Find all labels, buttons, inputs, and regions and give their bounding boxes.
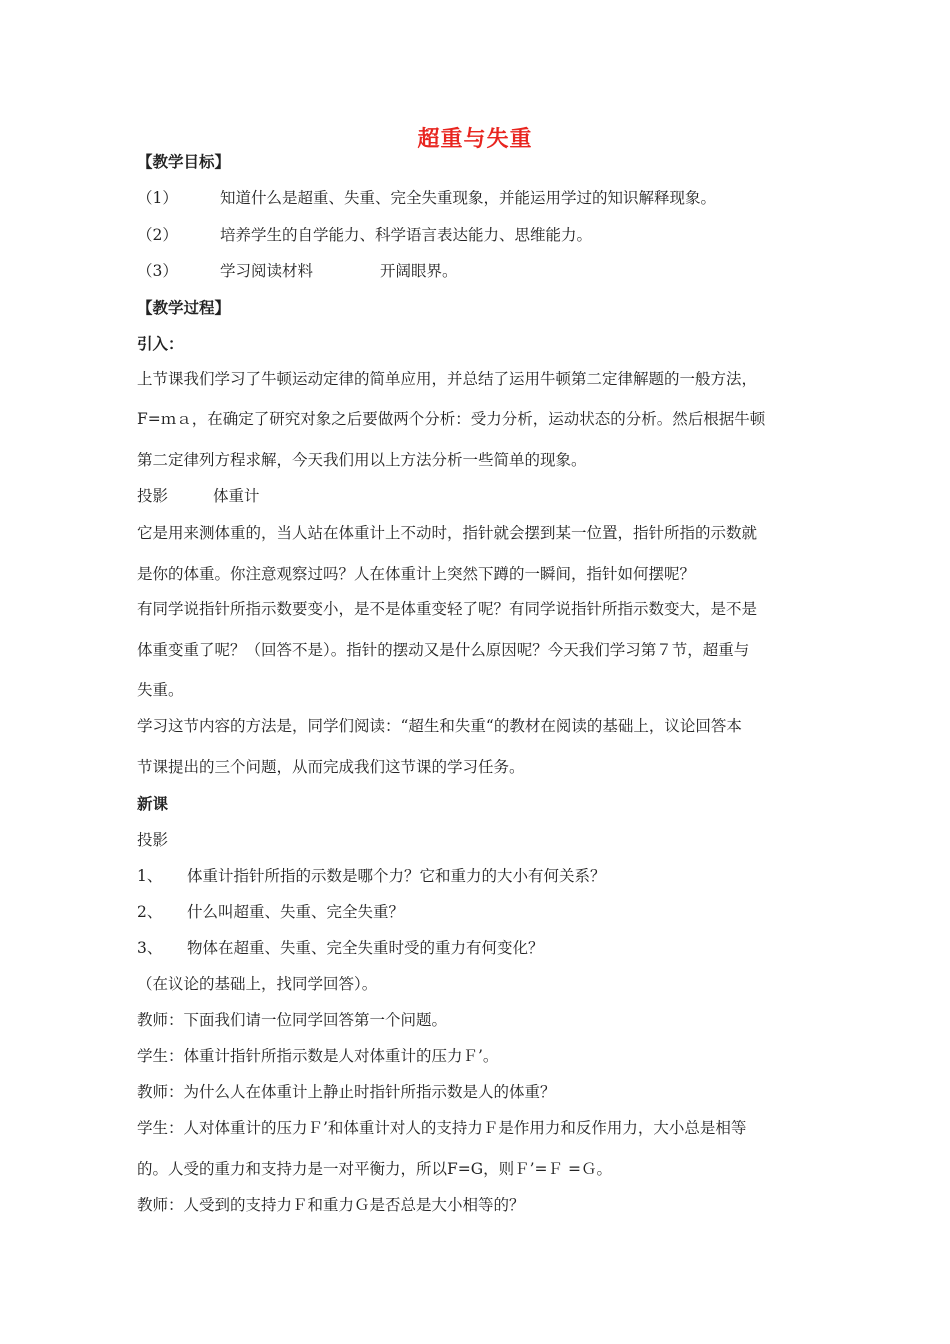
goal-item (137, 260, 458, 282)
goal-item (137, 187, 716, 209)
dialog-line: 学生：体重计指针所指示数是人对体重计的压力Ｆ’。 (137, 1047, 499, 1065)
goal-text: 培养学生的自学能力、科学语言表达能力、思维能力。 (220, 226, 593, 244)
dialog-line: 教师：下面我们请一位同学回答第一个问题。 (137, 1011, 448, 1029)
projection-line (137, 485, 260, 507)
question-text: 什么叫超重、失重、完全失重？ (187, 903, 405, 921)
dialog-line: 学生：人对体重计的压力Ｆ’和体重计对人的支持力Ｆ是作用力和反作用力，大小总是相等 (137, 1119, 747, 1137)
goal-text-continued: 开阔眼界。 (380, 262, 458, 280)
dialog-line: 教师：为什么人在体重计上静止时指针所指示数是人的体重？ (137, 1083, 556, 1101)
intro-label: 引入： (137, 335, 184, 353)
paragraph-line: 体重变重了呢？（回答不是）。指针的摆动又是什么原因呢？今天我们学习第７节，超重与 (137, 641, 750, 659)
goal-number: （2） (137, 226, 178, 244)
page-title: 超重与失重 (417, 127, 533, 152)
goal-text: 知道什么是超重、失重、完全失重现象，并能运用学过的知识解释现象。 (220, 189, 717, 207)
question-item (137, 937, 544, 959)
goal-number: （3） (137, 262, 178, 280)
goal-number: （1） (137, 189, 178, 207)
paragraph-line: 节课提出的三个问题，从而完成我们这节课的学习任务。 (137, 758, 525, 776)
goal-item (137, 224, 592, 246)
projection-label: 投影 (137, 831, 169, 849)
paragraph-line: 失重。 (137, 681, 184, 699)
projection-subject: 体重计 (213, 487, 260, 505)
paragraph-line: 是你的体重。你注意观察过吗？人在体重计上突然下蹲的一瞬间，指针如何摆呢？ (137, 565, 696, 583)
question-number: 2、 (137, 903, 163, 921)
paragraph-line: 它是用来测体重的，当人站在体重计上不动时，指针就会摆到某一位置，指针所指的示数就 (137, 524, 758, 542)
paragraph-line: 上节课我们学习了牛顿运动定律的简单应用，并总结了运用牛顿第二定律解题的一般方法， (137, 370, 758, 388)
paragraph-line: 学习这节内容的方法是，同学们阅读：“超生和失重“的教材在阅读的基础上，议论回答本 (137, 717, 742, 735)
dialog-line: 教师：人受到的支持力Ｆ和重力Ｇ是否总是大小相等的？ (137, 1196, 525, 1214)
section-heading-goals: 【教学目标】 (137, 153, 231, 171)
goal-text: 学习阅读材料 (220, 262, 314, 280)
question-item (137, 865, 606, 887)
dialog-line: （在议论的基础上，找同学回答）。 (137, 975, 378, 993)
dialog-line: 的。人受的重力和支持力是一对平衡力，所以F=G，则Ｆ’=Ｆ =Ｇ。 (137, 1160, 612, 1178)
question-number: 1、 (137, 867, 163, 885)
question-text: 物体在超重、失重、完全失重时受的重力有何变化？ (187, 939, 544, 957)
section-heading-process: 【教学过程】 (137, 299, 231, 317)
paragraph-line: 有同学说指针所指示数要变小，是不是体重变轻了呢？有同学说指针所指示数变大，是不是 (137, 600, 758, 618)
new-lesson-heading: 新课 (137, 795, 169, 813)
question-number: 3、 (137, 939, 163, 957)
projection-label: 投影 (137, 487, 169, 505)
paragraph-line: F=ｍａ，在确定了研究对象之后要做两个分析：受力分析，运动状态的分析。然后根据牛顿 (137, 410, 766, 428)
question-item (137, 901, 404, 923)
question-text: 体重计指针所指的示数是哪个力？它和重力的大小有何关系？ (187, 867, 606, 885)
paragraph-line: 第二定律列方程求解，今天我们用以上方法分析一些简单的现象。 (137, 451, 587, 469)
